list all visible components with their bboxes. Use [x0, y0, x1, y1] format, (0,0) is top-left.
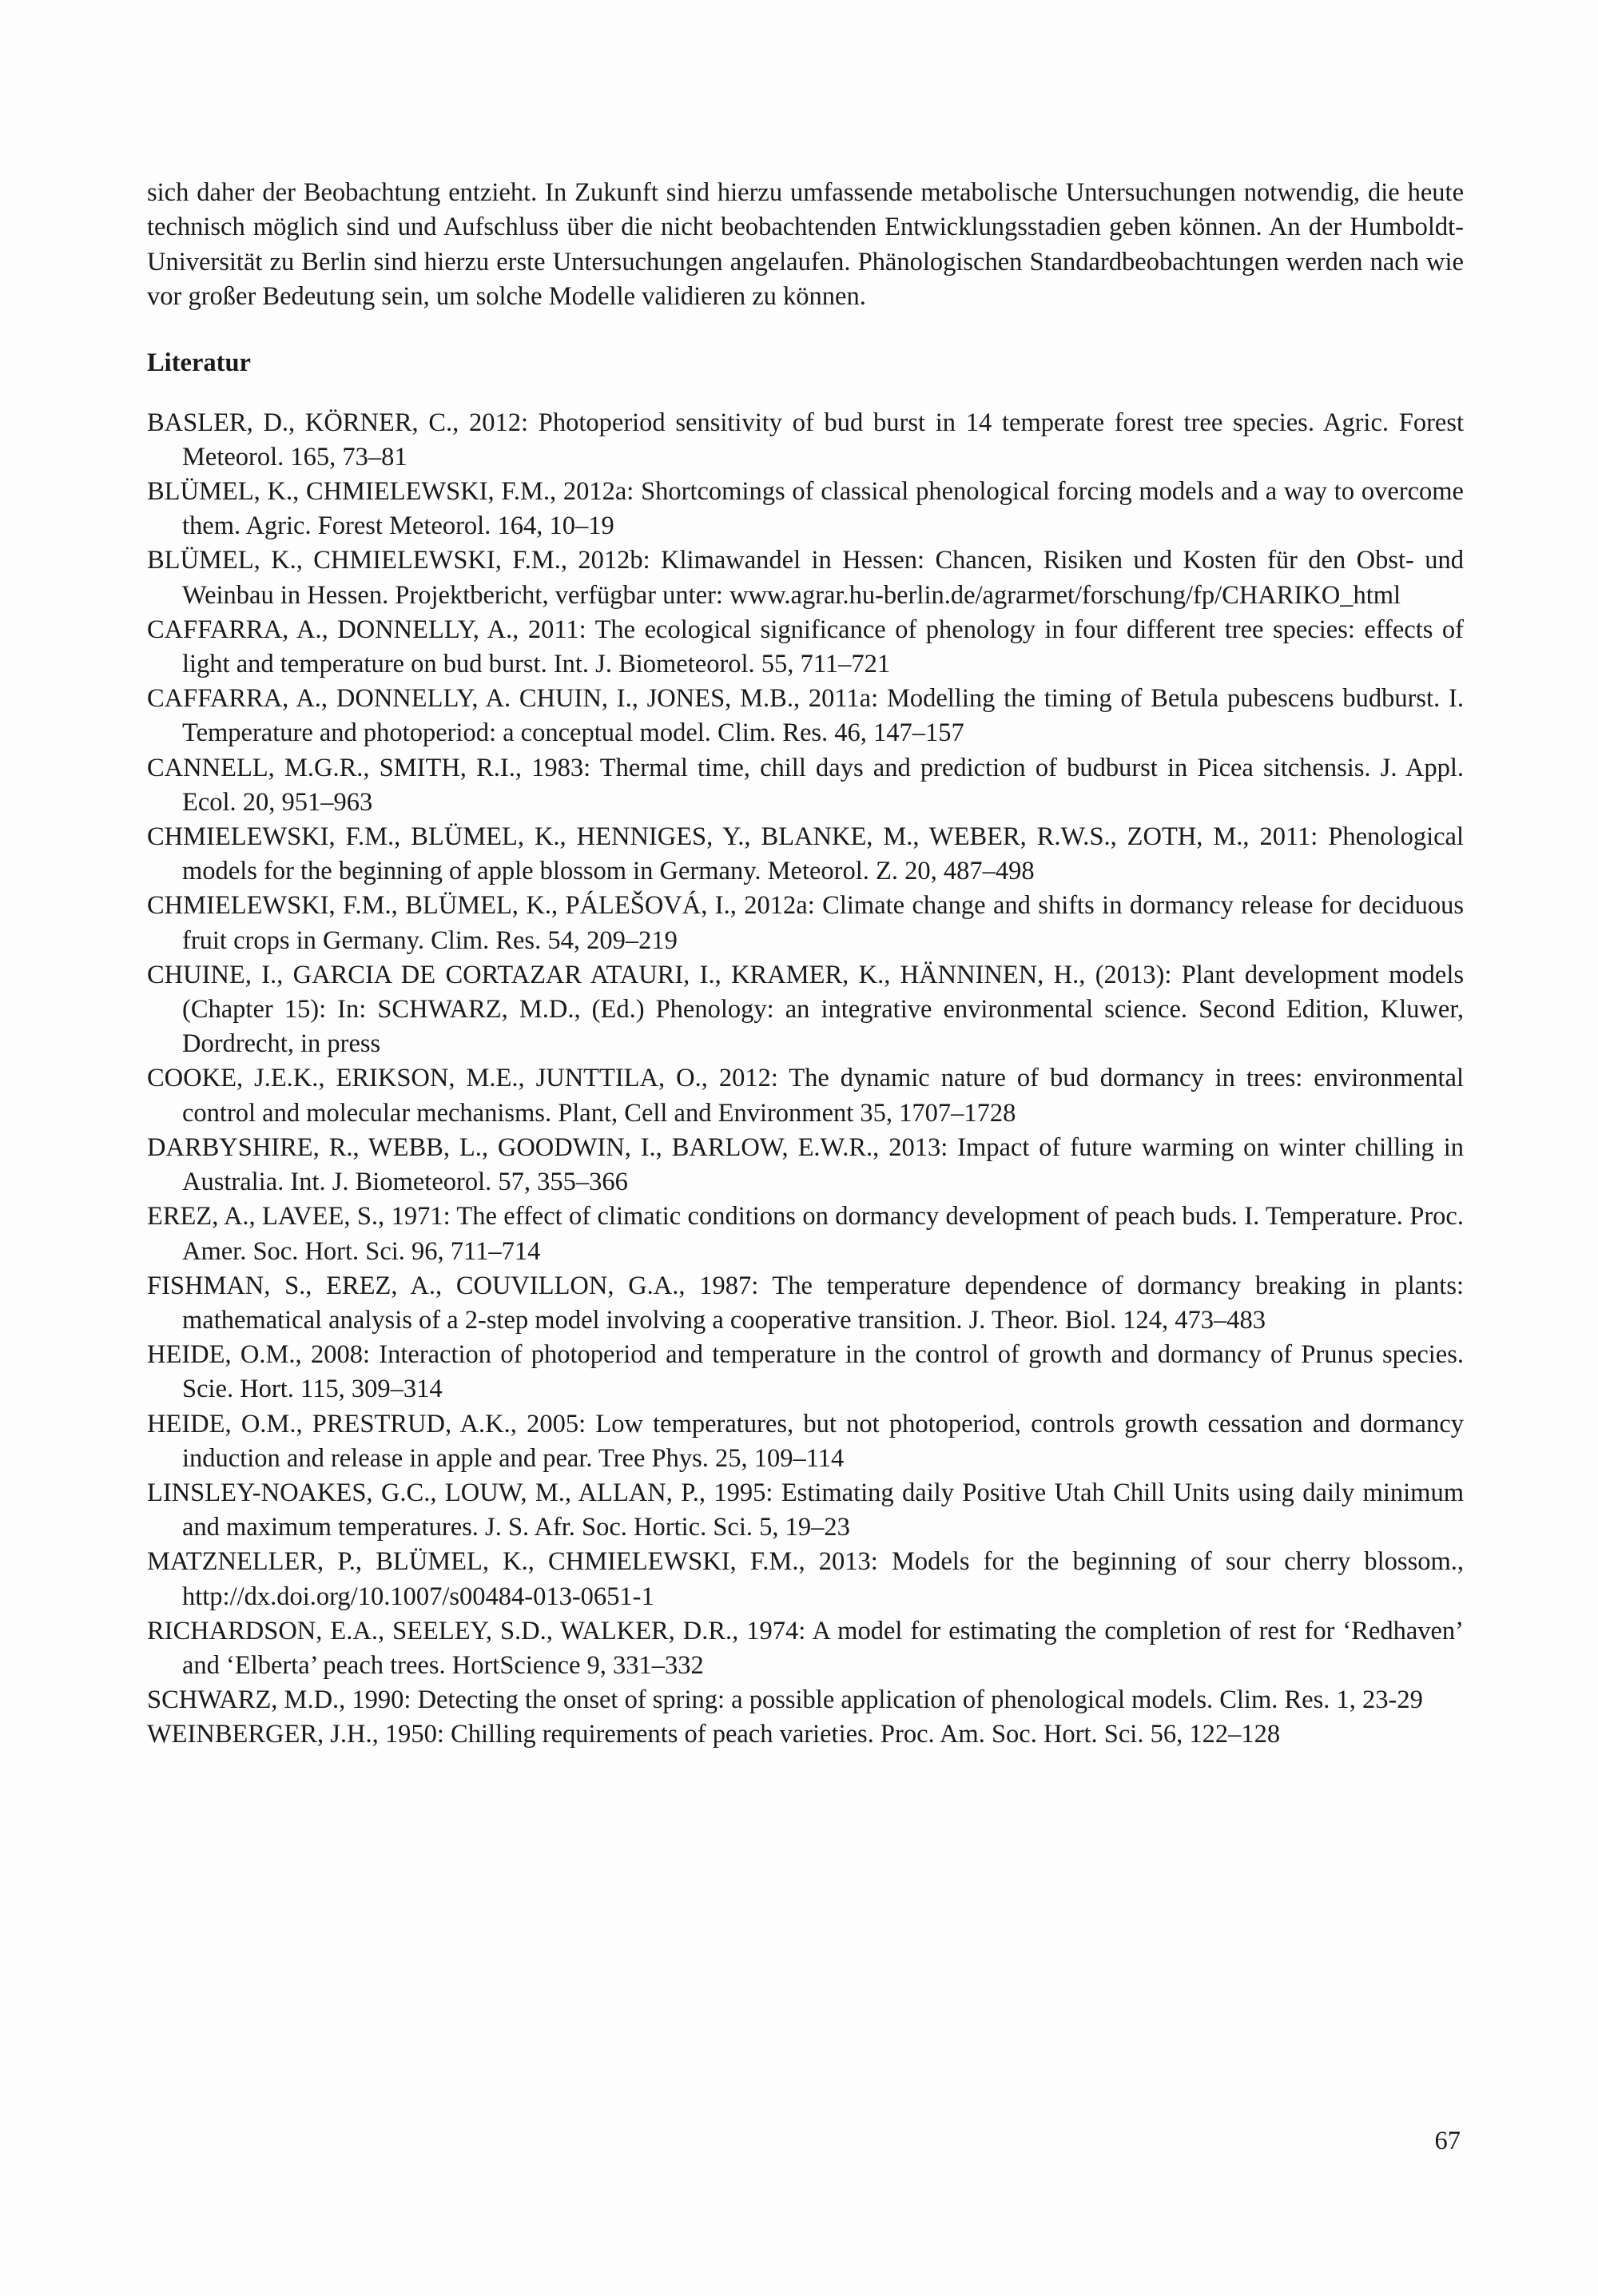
reference-item: EREZ, A., LAVEE, S., 1971: The effect of climatic conditions on dormancy development of peach buds. I. Temperature. Proc. Amer. Soc. Hort. Sci. 96, 711–714 — [147, 1202, 1464, 1266]
reference-item: HEIDE, O.M., PRESTRUD, A.K., 2005: Low temperatures, but not photoperiod, controls growth cessation and dormancy induction and release in apple and pear. Tree Phys. 25, 109–114 — [147, 1409, 1464, 1473]
reference-item: SCHWARZ, M.D., 1990: Detecting the onset of spring: a possible application of phenological models. Clim. Res. 1, 23-29 — [147, 1685, 1423, 1715]
reference-item: DARBYSHIRE, R., WEBB, L., GOODWIN, I., BARLOW, E.W.R., 2013: Impact of future warming on winter chilling in Australia. Int. J. Biometeorol. 57, 355–366 — [147, 1132, 1464, 1197]
page-content — [147, 176, 1464, 1753]
reference-item: CAFFARRA, A., DONNELLY, A., 2011: The ecological significance of phenology in four different tree species: effects of light and temperature on bud burst. Int. J. Biometeorol. 55, 711–721 — [147, 615, 1464, 679]
reference-item: RICHARDSON, E.A., SEELEY, S.D., WALKER, D.R., 1974: A model for estimating the completion of rest for ‘Redhaven’ and ‘Elberta’ peach trees. HortScience 9, 331–332 — [147, 1616, 1464, 1680]
page-number: 67 — [1434, 2127, 1461, 2155]
reference-item: HEIDE, O.M., 2008: Interaction of photoperiod and temperature in the control of growth and dormancy of Prunus species. Scie. Hort. 115, 309–314 — [147, 1340, 1464, 1404]
reference-item: BLÜMEL, K., CHMIELEWSKI, F.M., 2012a: Shortcomings of classical phenological forcing models and a way to overcome them. Agric. Forest Meteorol. 164, 10–19 — [147, 477, 1464, 541]
intro-paragraph: sich daher der Beobachtung entzieht. In Zukunft sind hierzu umfassende metabolische Untersuchungen notwendig, die heute technisch möglich sind und Aufschluss über die nicht beobachtenden Entwicklungsstadien geben können. An der Humboldt-Universität zu Berlin sind hierzu erste Untersuchungen angelaufen. Phänologischen Standardbeobachtungen werden nach wie vor großer Bedeutung sein, um solche Modelle validieren zu können. — [147, 178, 1464, 312]
reference-item: CHMIELEWSKI, F.M., BLÜMEL, K., HENNIGES, Y., BLANKE, M., WEBER, R.W.S., ZOTH, M., 2011: Phenological models for the beginning of apple blossom in Germany. Meteorol. Z. 20, 487–498 — [147, 822, 1464, 886]
reference-item: LINSLEY-NOAKES, G.C., LOUW, M., ALLAN, P., 1995: Estimating daily Positive Utah Chill Units using daily minimum and maximum temperatures. J. S. Afr. Soc. Hortic. Sci. 5, 19–23 — [147, 1478, 1464, 1542]
reference-item: COOKE, J.E.K., ERIKSON, M.E., JUNTTILA, O., 2012: The dynamic nature of bud dormancy in trees: environmental control and molecular mechanisms. Plant, Cell and Environment 35, 1707–1728 — [147, 1064, 1464, 1128]
reference-list — [147, 406, 1464, 1753]
reference-item: BLÜMEL, K., CHMIELEWSKI, F.M., 2012b: Klimawandel in Hessen: Chancen, Risiken und Kosten für den Obst- und Weinbau in Hessen. Projektbericht, verfügbar unter: www.agrar.hu-berlin.de/agrarmet/forschung/fp/CHARIKO_html — [147, 546, 1464, 610]
reference-item: FISHMAN, S., EREZ, A., COUVILLON, G.A., 1987: The temperature dependence of dormancy breaking in plants: mathematical analysis of a 2-step model involving a cooperative transition. J. Theor. Biol. 124, 473–483 — [147, 1271, 1464, 1335]
reference-item: WEINBERGER, J.H., 1950: Chilling requirements of peach varieties. Proc. Am. Soc. Hort. Sci. 56, 122–128 — [147, 1720, 1281, 1749]
reference-item: MATZNELLER, P., BLÜMEL, K., CHMIELEWSKI, F.M., 2013: Models for the beginning of sour cherry blossom., http://dx.doi.org/10.1007/s00484-013-0651-1 — [147, 1547, 1464, 1611]
reference-item: CHUINE, I., GARCIA DE CORTAZAR ATAURI, I., KRAMER, K., HÄNNINEN, H., (2013): Plant development models (Chapter 15): In: SCHWARZ, M.D., (Ed.) Phenology: an integrative environmental science. Second Edition, Kluwer, Dordrecht, in press — [147, 960, 1464, 1059]
reference-item: CAFFARRA, A., DONNELLY, A. CHUIN, I., JONES, M.B., 2011a: Modelling the timing of Betula pubescens budburst. I. Temperature and photoperiod: a conceptual model. Clim. Res. 46, 147–157 — [147, 684, 1464, 748]
reference-item: BASLER, D., KÖRNER, C., 2012: Photoperiod sensitivity of bud burst in 14 temperate forest tree species. Agric. Forest Meteorol. 165, 73–81 — [147, 408, 1464, 472]
reference-item: CHMIELEWSKI, F.M., BLÜMEL, K., PÁLEŠOVÁ, I., 2012a: Climate change and shifts in dormancy release for deciduous fruit crops in Germany. Clim. Res. 54, 209–219 — [147, 891, 1464, 955]
reference-item: CANNELL, M.G.R., SMITH, R.I., 1983: Thermal time, chill days and prediction of budburst in Picea sitchensis. J. Appl. Ecol. 20, 951–963 — [147, 753, 1464, 817]
section-heading: Literatur — [147, 348, 251, 377]
